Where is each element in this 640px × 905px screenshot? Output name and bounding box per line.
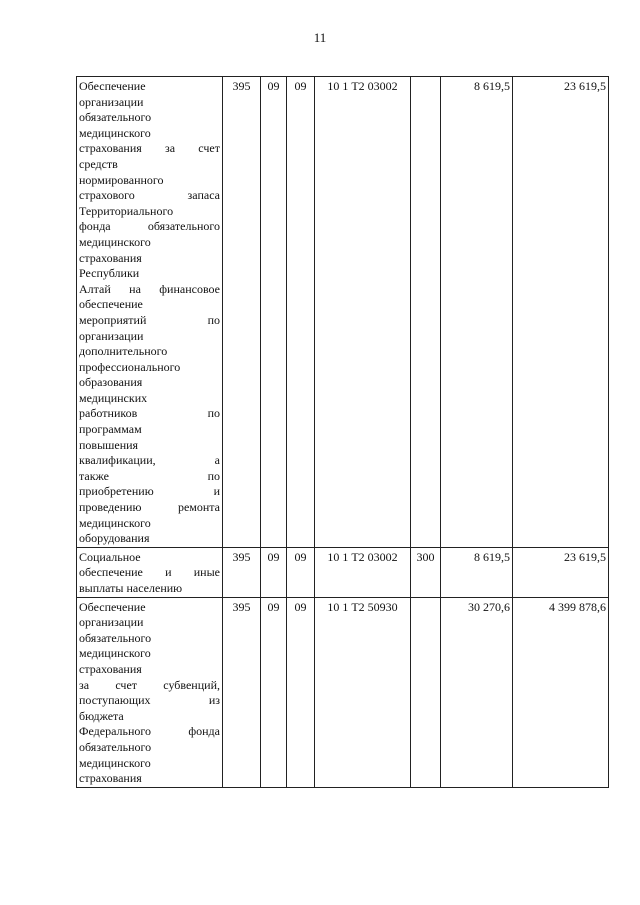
row-name-line: организации bbox=[79, 328, 144, 343]
row-name-line: средств bbox=[79, 156, 118, 171]
target-article-cell: 10 1 Т2 03002 bbox=[315, 547, 411, 597]
row-name-line: страхования за счет bbox=[79, 141, 220, 156]
row-name-line: медицинского bbox=[79, 234, 151, 249]
budget-table-body bbox=[77, 77, 609, 788]
row-name-line: образования bbox=[79, 375, 143, 390]
table-row bbox=[77, 77, 609, 548]
row-name-line: Алтай на финансовое bbox=[79, 281, 220, 296]
row-name-line: за счет субвенций, bbox=[79, 677, 220, 692]
row-name-line: обеспечение и иные bbox=[79, 565, 220, 580]
section-cell: 09 bbox=[261, 547, 287, 597]
grbs-cell: 395 bbox=[223, 597, 261, 787]
row-name-line: повышения bbox=[79, 437, 139, 452]
row-name-line: проведению ремонта bbox=[79, 500, 220, 515]
amount-change-cell: 8 619,5 bbox=[441, 547, 513, 597]
amount-total-cell: 23 619,5 bbox=[513, 547, 609, 597]
expense-type-cell: 300 bbox=[411, 547, 441, 597]
amount-change-cell: 8 619,5 bbox=[441, 77, 513, 548]
subsection-cell: 09 bbox=[287, 77, 315, 548]
table-row bbox=[77, 597, 609, 787]
row-name-cell bbox=[77, 547, 223, 597]
row-name-line: организации bbox=[79, 94, 144, 109]
row-name-line: нормированного bbox=[79, 172, 164, 187]
row-name-cell bbox=[77, 77, 223, 548]
row-name-line: приобретению и bbox=[79, 484, 220, 499]
row-name-line: страхового запаса bbox=[79, 188, 220, 203]
expense-type-cell bbox=[411, 77, 441, 548]
row-name-line: Территориального bbox=[79, 203, 174, 218]
grbs-cell: 395 bbox=[223, 77, 261, 548]
budget-table bbox=[76, 76, 609, 788]
row-name-cell bbox=[77, 597, 223, 787]
amount-total-cell: 23 619,5 bbox=[513, 77, 609, 548]
row-name-line: обеспечение bbox=[79, 297, 143, 312]
row-name-line: дополнительного bbox=[79, 344, 168, 359]
row-name-line: медицинского bbox=[79, 755, 151, 770]
row-name-line: выплаты населению bbox=[79, 581, 183, 595]
row-name-line: организации bbox=[79, 615, 144, 630]
target-article-cell: 10 1 Т2 03002 bbox=[315, 77, 411, 548]
row-name-line: поступающих из bbox=[79, 693, 220, 708]
row-name-line: мероприятий по bbox=[79, 312, 220, 327]
row-name-line: страхования bbox=[79, 661, 142, 676]
expense-type-cell bbox=[411, 597, 441, 787]
row-name-line: профессионального bbox=[79, 359, 181, 374]
row-name-line: программам bbox=[79, 422, 142, 437]
row-name-line: работников по bbox=[79, 406, 220, 421]
row-name-line: Республики bbox=[79, 266, 140, 281]
amount-change-cell: 30 270,6 bbox=[441, 597, 513, 787]
row-name-line: Федерального фонда bbox=[79, 724, 220, 739]
grbs-cell: 395 bbox=[223, 547, 261, 597]
row-name-line: также по bbox=[79, 468, 220, 483]
row-name-line: обязательного bbox=[79, 630, 152, 645]
row-name-line: страхования bbox=[79, 771, 142, 786]
row-name-line: Социальное bbox=[79, 549, 141, 564]
row-name-line: медицинских bbox=[79, 390, 148, 405]
row-name-line: бюджета bbox=[79, 708, 124, 723]
row-name-line: фонда обязательного bbox=[79, 219, 220, 234]
row-name-line: страхования bbox=[79, 250, 142, 265]
row-name-line: Обеспечение bbox=[79, 599, 146, 614]
row-name-line: квалификации, а bbox=[79, 453, 220, 468]
section-cell: 09 bbox=[261, 597, 287, 787]
row-name-line: медицинского bbox=[79, 646, 151, 661]
row-name-line: медицинского bbox=[79, 125, 151, 140]
row-name-line: оборудования bbox=[79, 531, 150, 546]
table-row bbox=[77, 547, 609, 597]
target-article-cell: 10 1 Т2 50930 bbox=[315, 597, 411, 787]
amount-total-cell: 4 399 878,6 bbox=[513, 597, 609, 787]
page-number: 11 bbox=[313, 30, 327, 45]
subsection-cell: 09 bbox=[287, 547, 315, 597]
row-name-line: медицинского bbox=[79, 515, 151, 530]
row-name-line: Обеспечение bbox=[79, 79, 146, 93]
row-name-line: обязательного bbox=[79, 110, 152, 125]
subsection-cell: 09 bbox=[287, 597, 315, 787]
row-name-line: обязательного bbox=[79, 739, 152, 754]
section-cell: 09 bbox=[261, 77, 287, 548]
